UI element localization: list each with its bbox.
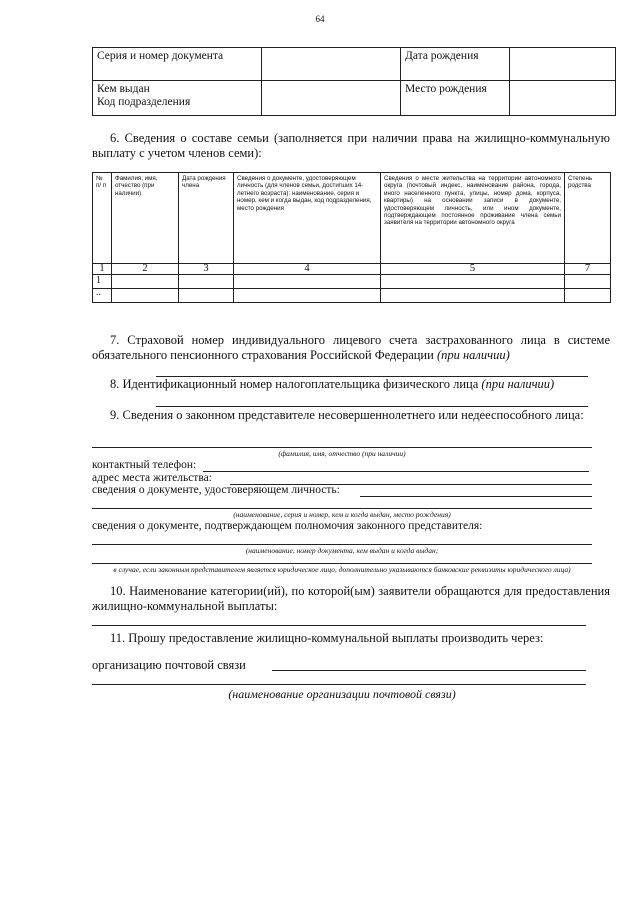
id-document-line xyxy=(360,496,592,497)
id-document-line-2 xyxy=(92,508,592,509)
section-8-line xyxy=(156,406,588,407)
section-10-text: 10. Наименование категории(ий), по которой(ым) заявители обращаются для предоставления жилищно-коммунальной выплаты: xyxy=(92,584,610,613)
caption-legal-entity: в случае, если законным представителем является юридическое лицо, дополнительно указываются банковские реквизиты юридического лица) xyxy=(113,565,571,574)
caption-fio: (фамилия, имя, отчество (при наличии) xyxy=(278,449,406,458)
address-label: адрес места жительства: xyxy=(92,472,212,484)
section-8-text: 8. Идентификационный номер налогоплательщика физического лица xyxy=(110,377,479,391)
family-table xyxy=(92,172,611,303)
table-row xyxy=(93,275,611,289)
row-index: 1 xyxy=(93,275,112,289)
col-number-3: 3 xyxy=(179,264,234,275)
col-header-id-document: Сведения о документе, удостоверяющем личность (для членов семьи, достигших 14-летнего возраста): наименование, серия и номер, кем и когда выдан, код подразделения, место рождения xyxy=(234,173,381,264)
birth-date-value xyxy=(510,48,616,81)
section-6-text: 6. Сведения о составе семьи (заполняется при наличии права на жилищно-коммунальную выплату с учетом членов семи): xyxy=(92,131,610,160)
caption-id-document: (наименование, серия и номер, кем и когда выдан, место рождения) xyxy=(233,510,451,519)
col-header-name: Фамилия, имя, отчество (при наличии) xyxy=(112,173,179,264)
section-9-text: 9. Сведения о законном представителе несовершеннолетнего или недееспособного лица: xyxy=(110,408,584,422)
postal-label: организацию почтовой связи xyxy=(92,658,246,672)
col-number-2: 2 xyxy=(112,264,179,275)
department-code-text: Код подразделения xyxy=(97,96,191,108)
row-index: .. xyxy=(93,289,112,303)
col-number-1: 1 xyxy=(93,264,112,275)
section-7 xyxy=(92,333,610,363)
representative-fio-line xyxy=(92,447,592,448)
postal-line-2 xyxy=(92,684,586,685)
section-8 xyxy=(92,377,610,392)
document-series-value xyxy=(262,48,401,81)
issued-by-text: Кем выдан xyxy=(97,83,150,95)
page-number: 64 xyxy=(315,14,325,24)
birth-date-label: Дата рождения xyxy=(401,48,510,81)
authority-document-line-2 xyxy=(92,563,592,564)
birth-place-value xyxy=(510,81,616,116)
table-row xyxy=(93,289,611,303)
caption-authority: (наименование, номер документа, кем выдан и когда выдан; xyxy=(245,546,439,555)
col-header-birthdate: Дата рождения члена xyxy=(179,173,234,264)
authority-document-line xyxy=(92,544,592,545)
col-header-residence: Сведения о месте жительства на территории автономного округа (почтовый индекс, наименование района, города, иного населенного пункта, улицы, номер дома, корпуса, квартиры) на основании записи в документе, удостоверяющем личность, или ином документе, подтверждающем постоянное проживание члена семьи заявителя на территории автономного округа xyxy=(381,173,565,264)
phone-line xyxy=(203,471,589,472)
col-header-kinship: Степень родства xyxy=(565,173,611,264)
applicant-document-table xyxy=(92,47,616,116)
section-11-text: 11. Прошу предоставление жилищно-коммунальной выплаты производить через: xyxy=(110,631,544,645)
issued-by-value xyxy=(262,81,401,116)
id-document-label: сведения о документе, удостоверяющем личность: xyxy=(92,484,340,496)
caption-postal: (наименование организации почтовой связи) xyxy=(228,687,456,701)
category-line xyxy=(92,625,586,626)
issued-by-label xyxy=(93,81,262,116)
section-7-text: 7. Страховой номер индивидуального лицевого счета застрахованного лица в системе обязательного пенсионного страхования Российской Федерации xyxy=(92,333,610,362)
birth-place-label: Место рождения xyxy=(401,81,510,116)
section-8-note: (при наличии) xyxy=(481,377,555,391)
document-series-label: Серия и номер документа xyxy=(93,48,262,81)
authority-document-label: сведения о документе, подтверждающем полномочия законного представителя: xyxy=(92,520,483,532)
col-header-number: № п/ п xyxy=(93,173,112,264)
phone-label: контактный телефон: xyxy=(92,459,197,471)
postal-line xyxy=(272,670,586,671)
col-number-7: 7 xyxy=(565,264,611,275)
col-number-5: 5 xyxy=(381,264,565,275)
col-number-4: 4 xyxy=(234,264,381,275)
section-7-note: (при наличии) xyxy=(436,348,510,362)
